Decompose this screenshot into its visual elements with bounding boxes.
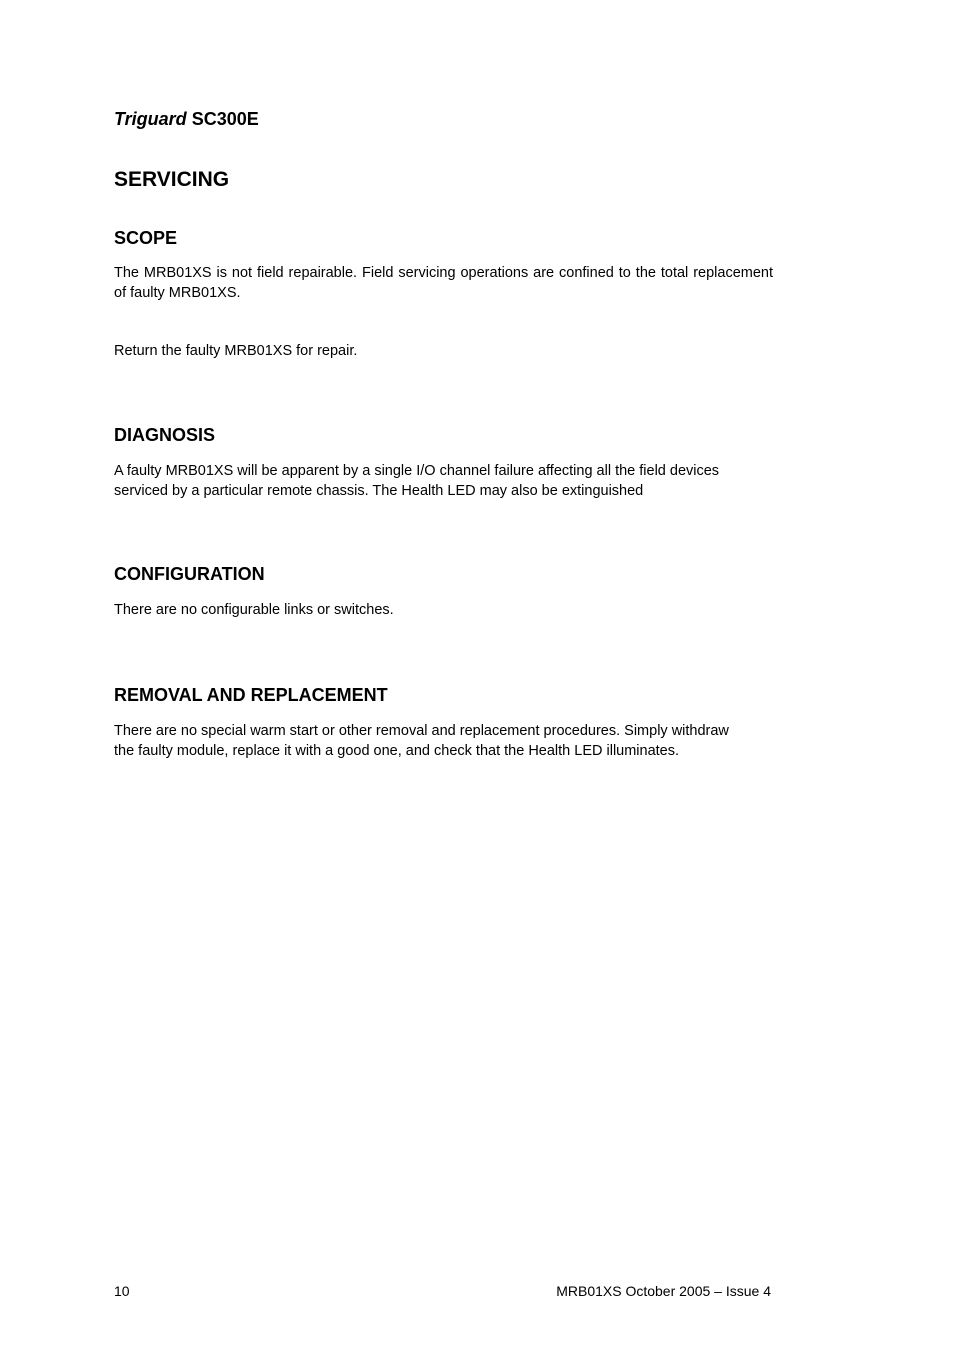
section-heading-scope: SCOPE	[114, 228, 178, 248]
page-title: SERVICING	[114, 168, 230, 191]
section-heading-diagnosis: DIAGNOSIS	[114, 425, 216, 445]
document-header	[114, 107, 259, 131]
page-number: 10	[114, 1283, 130, 1299]
section-heading-removal-and-replacement: REMOVAL AND REPLACEMENT	[114, 685, 388, 705]
removal-paragraph	[114, 722, 773, 761]
product-model: SC300E	[191, 109, 259, 129]
product-brand: Triguard	[114, 109, 187, 129]
diagnosis-paragraph	[114, 462, 773, 501]
configuration-paragraph: There are no configurable links or switches.	[114, 602, 394, 618]
section-heading-configuration: CONFIGURATION	[114, 564, 265, 584]
diagnosis-line-1: A faulty MRB01XS will be apparent by a single I/O channel failure affecting all the field devices	[114, 463, 720, 479]
removal-line-1: There are no special warm start or other removal and replacement procedures. Simply withdraw	[114, 723, 729, 739]
diagnosis-line-2: serviced by a particular remote chassis. The Health LED may also be extinguished	[114, 482, 644, 499]
scope-paragraph-1: The MRB01XS is not field repairable. Field servicing operations are confined to the total replacement of faulty MRB01XS.	[114, 265, 773, 301]
footer-document-info: MRB01XS October 2005 – Issue 4	[556, 1283, 771, 1299]
scope-paragraph-2: Return the faulty MRB01XS for repair.	[114, 343, 358, 359]
removal-line-2: the faulty module, replace it with a good one, and check that the Health LED illuminates.	[114, 742, 680, 759]
